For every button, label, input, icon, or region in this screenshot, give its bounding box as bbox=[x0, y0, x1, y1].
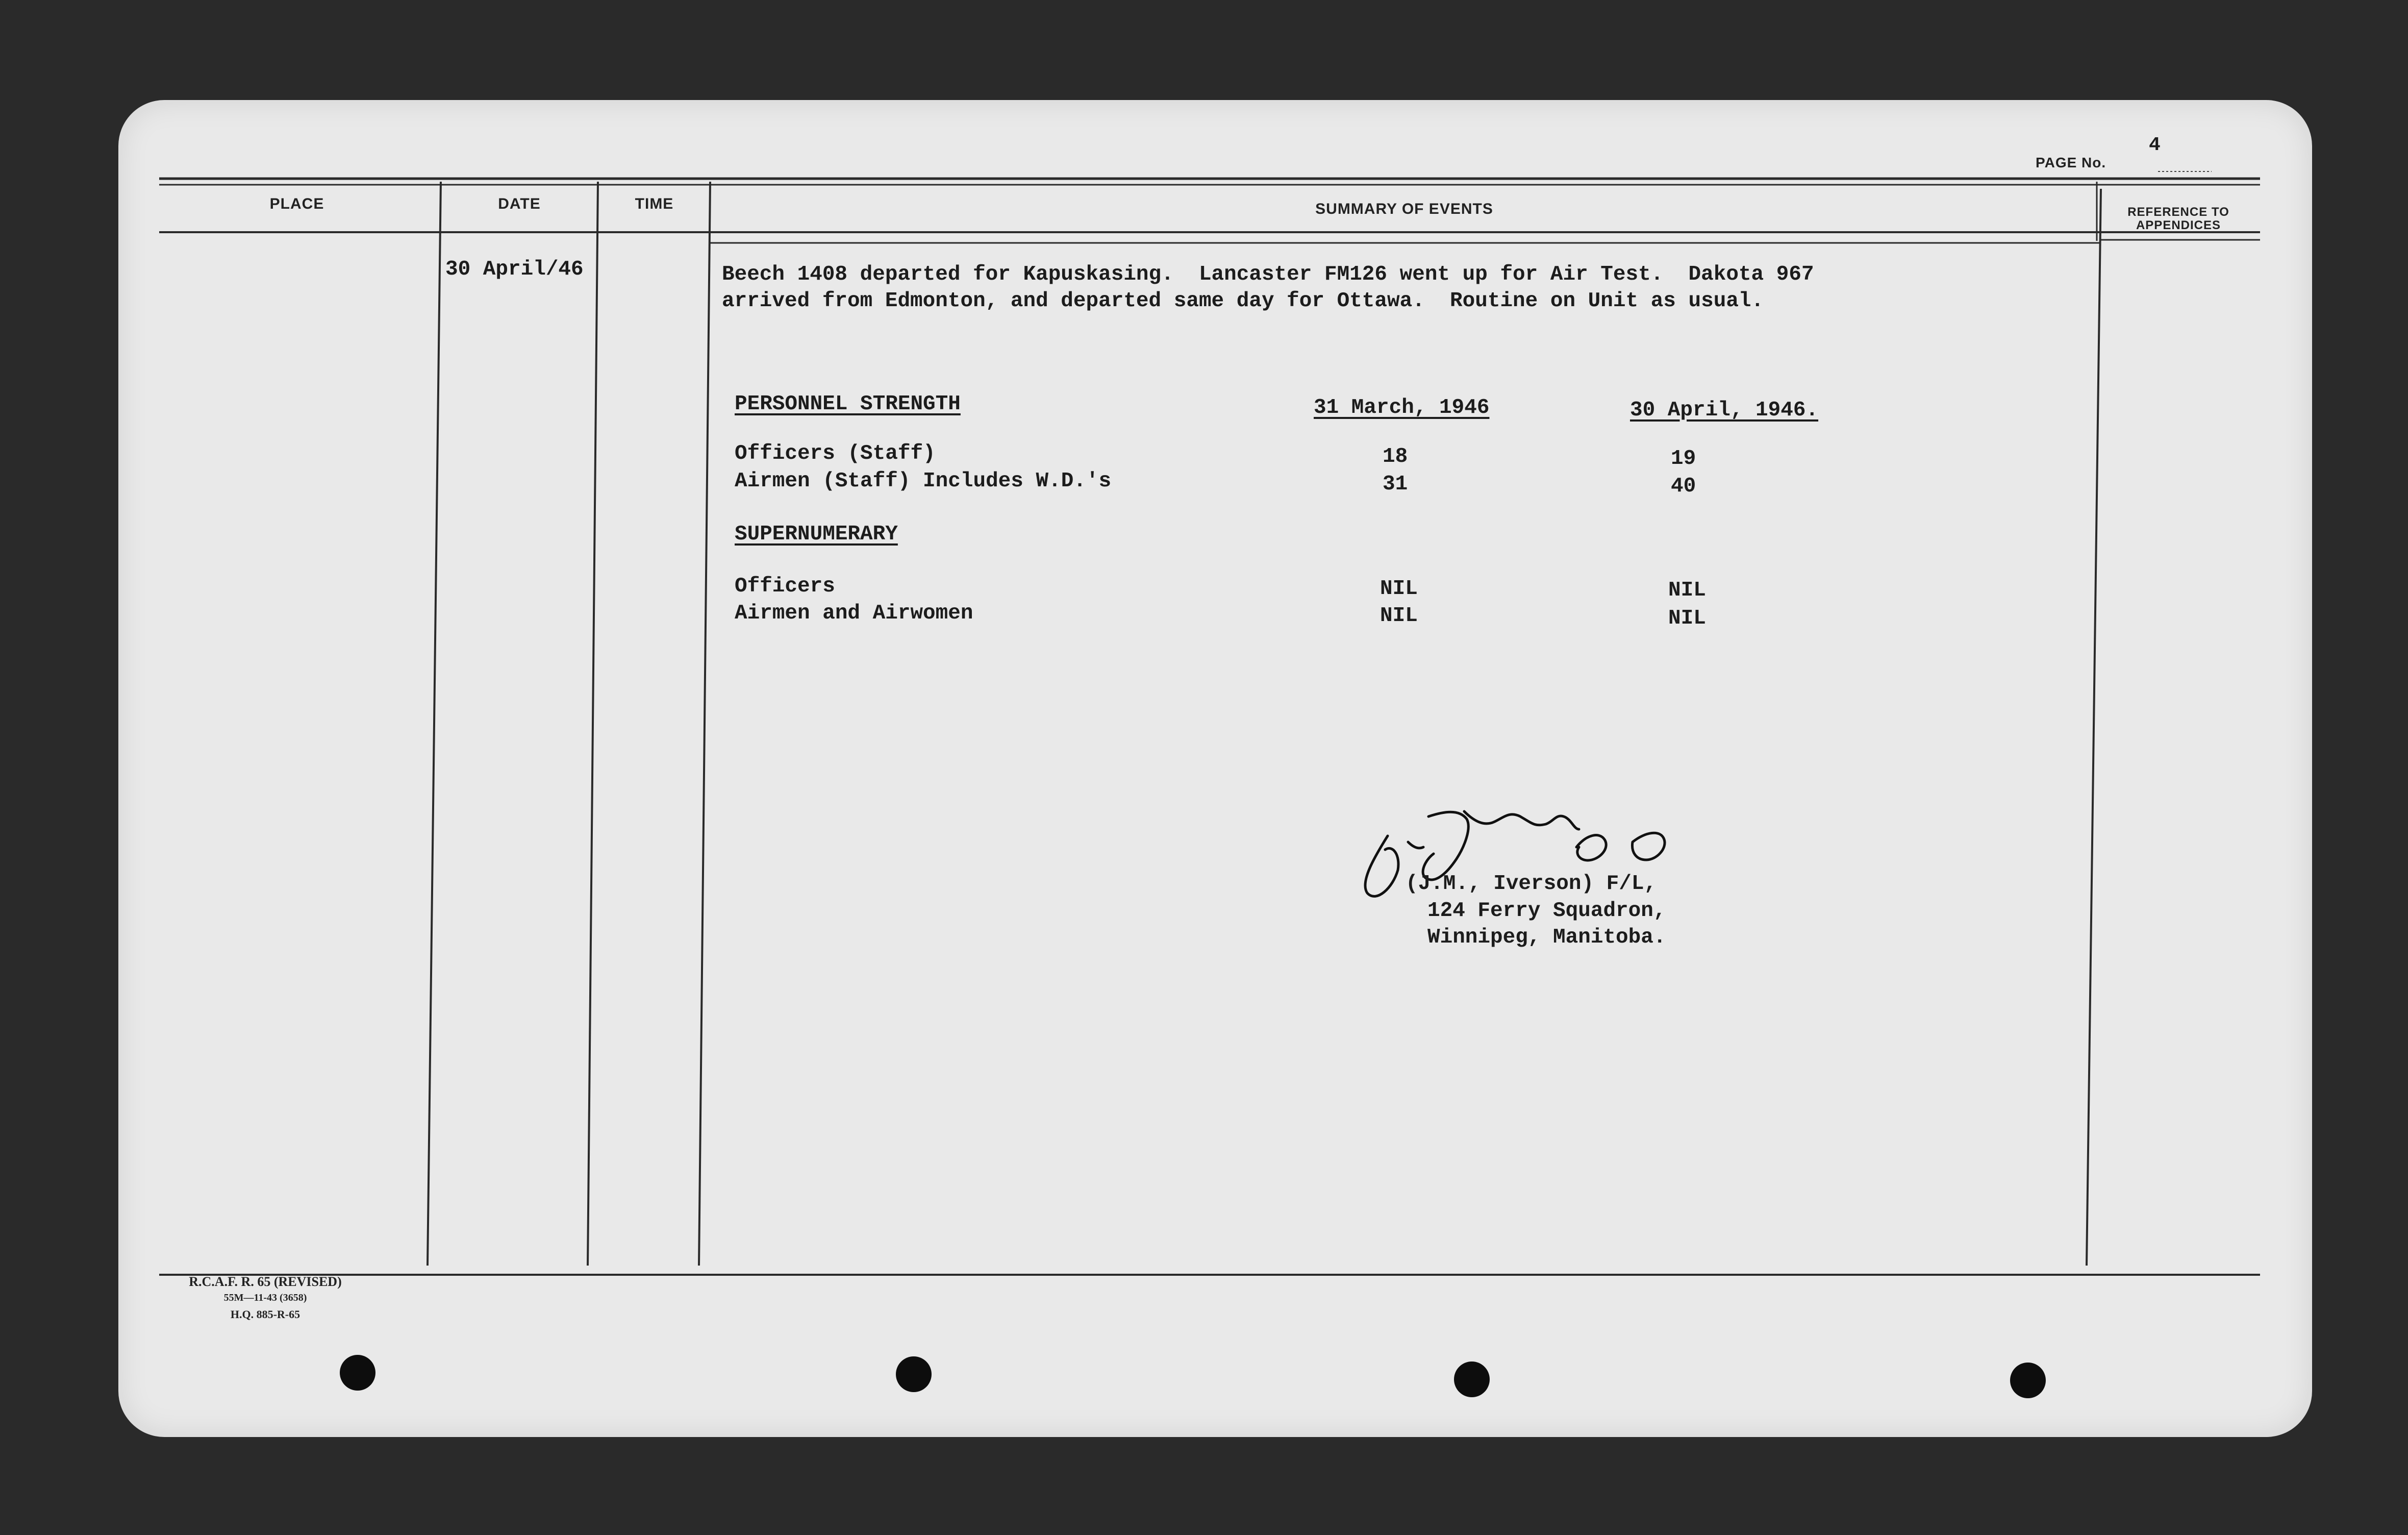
row-airmen-airwomen-march: NIL bbox=[1380, 604, 1418, 628]
form-code-line-1: R.C.A.F. R. 65 (REVISED) bbox=[189, 1274, 342, 1289]
entry-date: 30 April/46 bbox=[445, 258, 584, 281]
row-airmen-airwomen-label: Airmen and Airwomen bbox=[735, 602, 973, 625]
punch-hole bbox=[2010, 1363, 2046, 1398]
signature-name-rank: (J.M., Iverson) F/L, bbox=[1406, 872, 1657, 896]
col-april-heading: 30 April, 1946. bbox=[1630, 399, 1819, 422]
page-number: 4 bbox=[2149, 134, 2161, 156]
form-code-line-3: H.Q. 885-R-65 bbox=[230, 1308, 300, 1321]
column-header-date: DATE bbox=[498, 195, 541, 212]
row-officers-april: NIL bbox=[1668, 579, 1706, 602]
summary-line-2: arrived from Edmonton, and departed same day for Ottawa. Routine on Unit as usual. bbox=[722, 289, 1764, 313]
signature-location: Winnipeg, Manitoba. bbox=[1427, 926, 1666, 949]
row-airmen-airwomen-april: NIL bbox=[1668, 607, 1706, 630]
punch-hole bbox=[340, 1355, 375, 1391]
signature-unit: 124 Ferry Squadron, bbox=[1427, 899, 1666, 923]
punch-hole bbox=[896, 1356, 932, 1392]
punch-hole bbox=[1454, 1361, 1490, 1397]
row-officers-staff-label: Officers (Staff) bbox=[735, 442, 936, 465]
row-officers-staff-april: 19 bbox=[1671, 447, 1696, 471]
column-header-time: TIME bbox=[635, 195, 674, 212]
row-officers-label: Officers bbox=[735, 575, 835, 598]
column-header-reference: REFERENCE TO APPENDICES bbox=[2127, 205, 2229, 232]
column-header-summary: SUMMARY OF EVENTS bbox=[1315, 201, 1493, 217]
column-header-place: PLACE bbox=[269, 195, 324, 212]
row-airmen-staff-april: 40 bbox=[1671, 475, 1696, 498]
supernumerary-heading: SUPERNUMERARY bbox=[735, 523, 898, 546]
row-officers-staff-march: 18 bbox=[1383, 445, 1408, 468]
personnel-strength-heading: PERSONNEL STRENGTH bbox=[735, 392, 961, 416]
row-officers-march: NIL bbox=[1380, 577, 1418, 601]
summary-line-1: Beech 1408 departed for Kapuskasing. Lancaster FM126 went up for Air Test. Dakota 967 bbox=[722, 263, 1814, 286]
row-airmen-staff-label: Airmen (Staff) Includes W.D.'s bbox=[735, 469, 1112, 493]
row-airmen-staff-march: 31 bbox=[1383, 473, 1408, 496]
form-code-line-2: 55M—11-43 (3658) bbox=[223, 1292, 307, 1303]
page-number-label: PAGE No. bbox=[2036, 155, 2106, 170]
col-march-heading: 31 March, 1946 bbox=[1314, 396, 1490, 419]
